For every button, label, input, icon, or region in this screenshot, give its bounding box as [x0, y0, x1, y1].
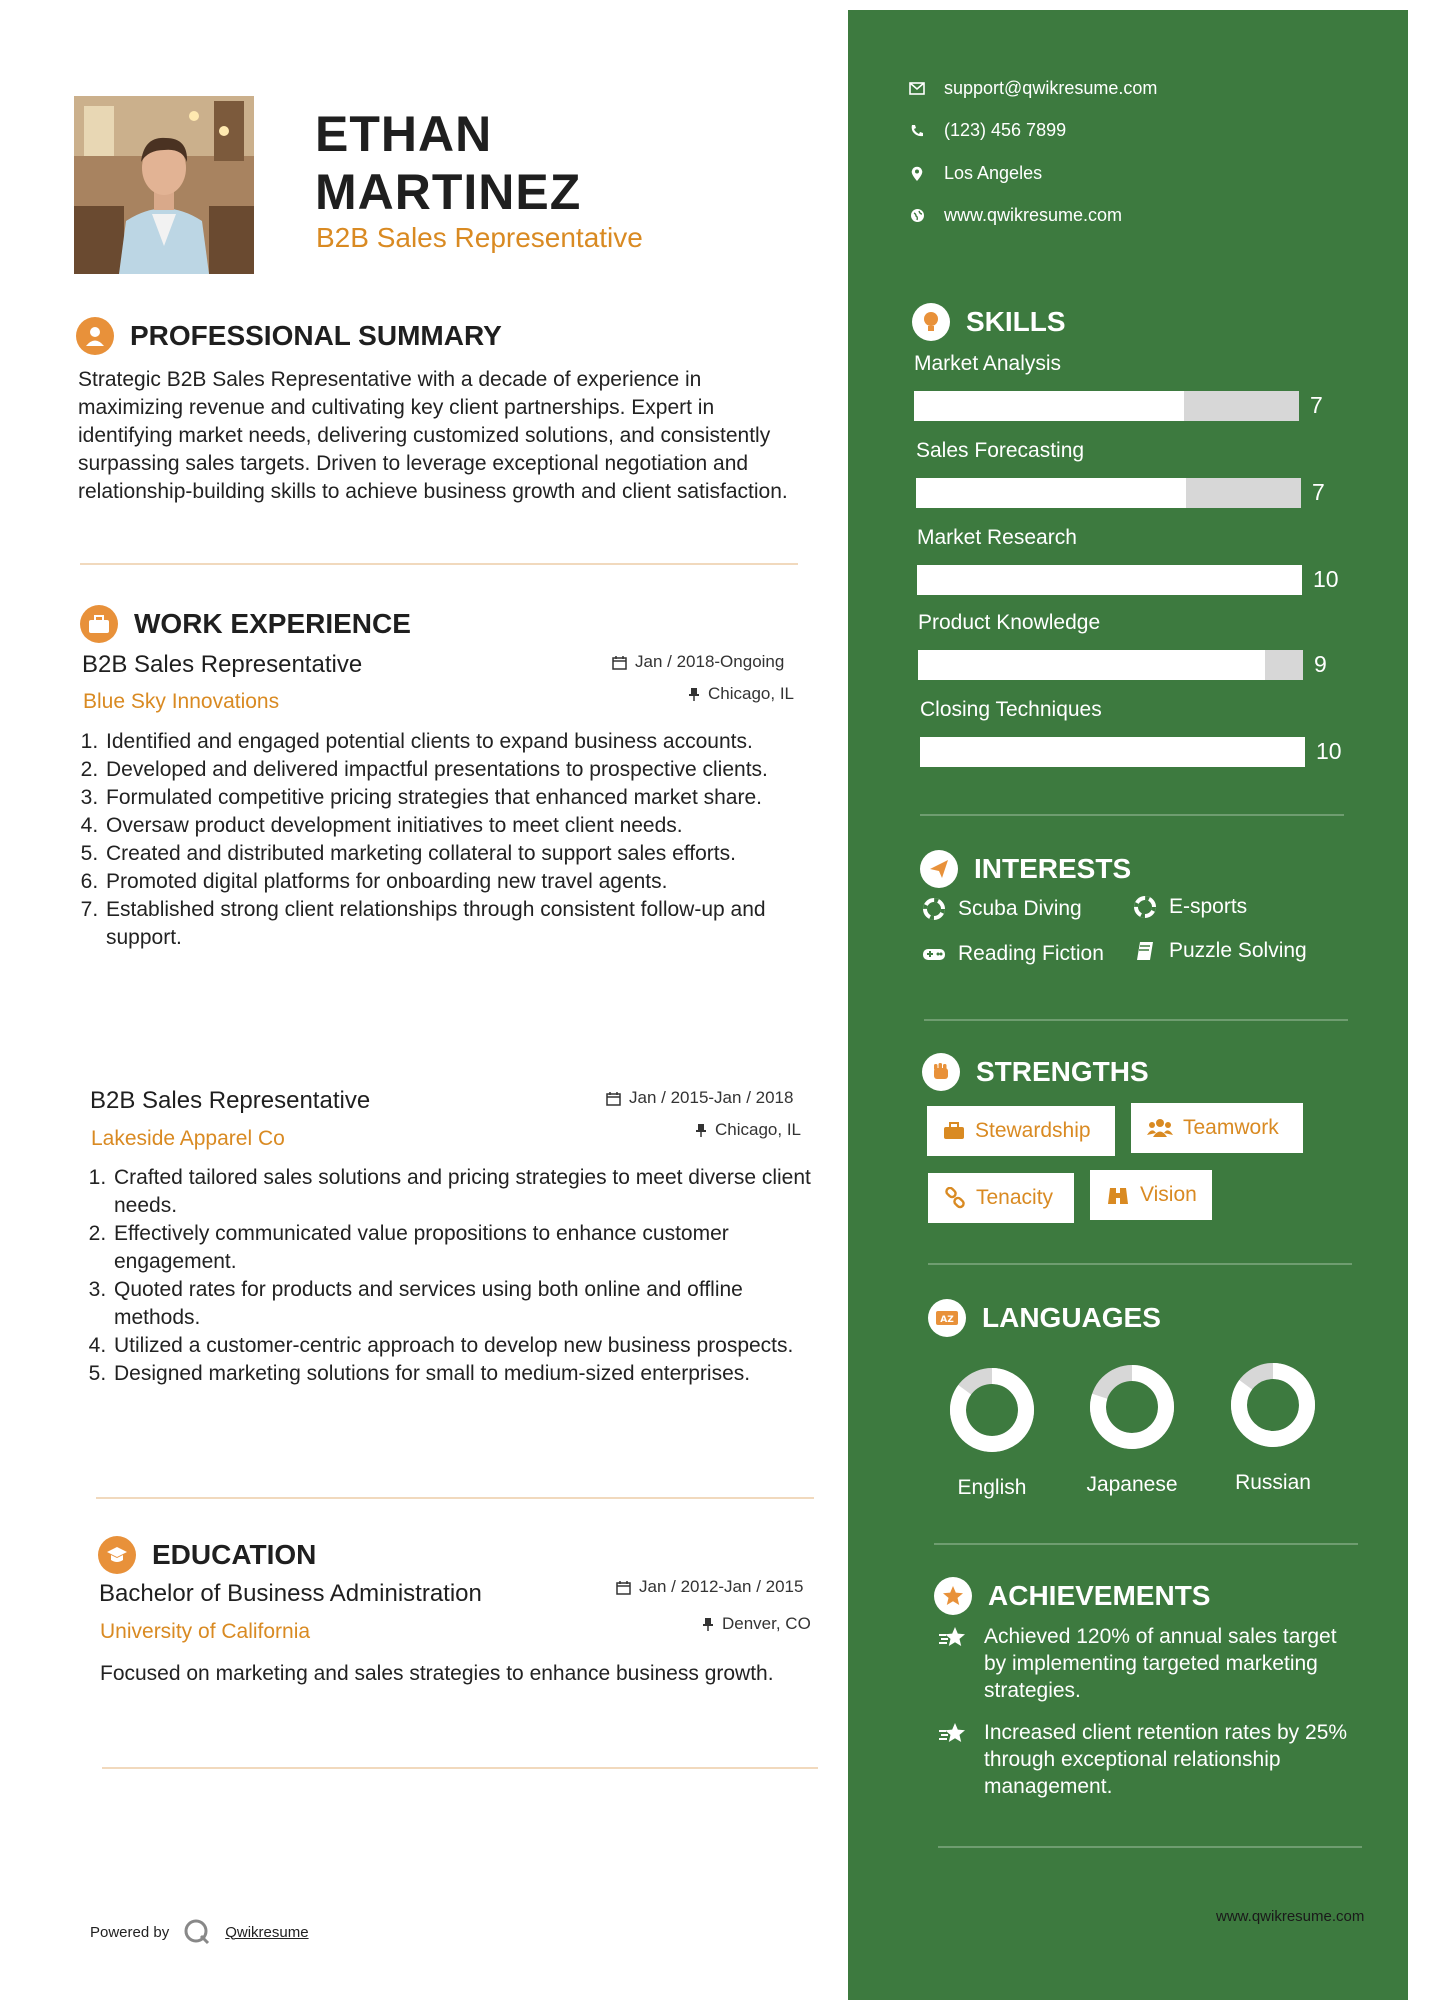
- user-icon: [76, 317, 114, 355]
- job-2-dates-row: [606, 1088, 793, 1108]
- interest-item: [1133, 939, 1307, 963]
- skills-heading-row: [912, 303, 1066, 341]
- education-description: Focused on marketing and sales strategies to enhance business growth.: [100, 1662, 774, 1685]
- strength-chip: [927, 1106, 1115, 1156]
- section-divider: [96, 1497, 814, 1499]
- contact-email-text[interactable]: support@qwikresume.com: [944, 78, 1158, 98]
- language-item: [937, 1365, 1047, 1500]
- interest-label: Reading Fiction: [958, 942, 1104, 965]
- name-first: ETHAN: [315, 106, 493, 162]
- achievement-item: [938, 1719, 1348, 1800]
- list-item: 6. Promoted digital platforms for onboarding new travel agents.: [104, 868, 822, 896]
- graduation-icon: [98, 1536, 136, 1574]
- job-2-bullets: [88, 1164, 830, 1388]
- summary-text: Strategic B2B Sales Representative with a decade of experience in maximizing revenue and cultivating key client partnerships. Expert in identifying market needs, delivering customized solutions, and consistently surpassing sales targets. Driven to leverage exceptional negotiation and relationship-building skills to achieve business growth and client satisfaction.: [78, 368, 788, 503]
- interests-heading: INTERESTS: [974, 853, 1132, 884]
- skill-bar-fill: [914, 391, 1184, 421]
- qwikresume-link[interactable]: Qwikresume: [225, 1923, 309, 1941]
- sidebar-divider: [938, 1846, 1362, 1848]
- interest-label: E-sports: [1169, 895, 1248, 918]
- education-heading-row: [98, 1536, 316, 1574]
- lightbulb-icon: [912, 303, 950, 341]
- powered-by: [90, 1918, 309, 1946]
- pin-icon: [688, 687, 700, 702]
- skill-bar-fill: [917, 565, 1302, 595]
- strength-chip: [928, 1173, 1074, 1223]
- achievements-heading: ACHIEVEMENTS: [988, 1580, 1211, 1611]
- contact-phone-text[interactable]: (123) 456 7899: [944, 120, 1067, 140]
- strengths-heading: STRENGTHS: [976, 1056, 1149, 1087]
- profile-photo: [74, 96, 254, 274]
- svg-text:AZ: AZ: [940, 1315, 954, 1325]
- language-label: Russian: [1235, 1471, 1311, 1494]
- star-badge-icon: [934, 1577, 972, 1615]
- list-item: 4. Utilized a customer-centric approach to develop new business prospects.: [112, 1332, 830, 1360]
- achievements-heading-row: [934, 1577, 1210, 1615]
- job-1-dates-row: [612, 652, 784, 672]
- skill-label: Market Analysis: [914, 352, 1062, 375]
- lifebuoy-icon: [1133, 895, 1157, 919]
- sidebar-divider: [928, 1263, 1352, 1265]
- map-marker-icon: [908, 165, 926, 183]
- list-item: 1. Identified and engaged potential clients to expand business accounts.: [104, 728, 822, 756]
- list-item: 7. Established strong client relationships through consistent follow-up and support.: [104, 896, 822, 952]
- job-2-location-row: [695, 1120, 801, 1140]
- strength-label: Vision: [1140, 1183, 1197, 1206]
- job-1-company: Blue Sky Innovations: [83, 690, 280, 713]
- skill-value: 10: [1313, 566, 1339, 592]
- language-donut: [947, 1365, 1037, 1455]
- candidate-name: [315, 105, 581, 221]
- strength-label: Tenacity: [976, 1186, 1054, 1209]
- gamepad-icon: [922, 942, 946, 966]
- contact-phone: [908, 120, 1066, 141]
- interest-label: Scuba Diving: [958, 897, 1082, 920]
- experience-heading-row: [80, 605, 411, 643]
- sidebar-divider: [920, 814, 1344, 816]
- skill-label: Closing Techniques: [920, 698, 1102, 721]
- summary-heading: PROFESSIONAL SUMMARY: [130, 320, 502, 351]
- qwikresume-logo-icon: [183, 1918, 211, 1946]
- job-1-location: Chicago, IL: [708, 684, 794, 703]
- phone-icon: [908, 122, 926, 140]
- users-icon: [1147, 1118, 1173, 1138]
- achievement-text: Increased client retention rates by 25% through exceptional relationship management.: [984, 1721, 1348, 1798]
- briefcase-icon: [943, 1122, 965, 1140]
- strength-chip: [1131, 1103, 1303, 1153]
- strength-chip: [1090, 1170, 1212, 1220]
- strength-label: Teamwork: [1183, 1116, 1279, 1139]
- interest-label: Puzzle Solving: [1169, 939, 1307, 962]
- job-1-location-row: [688, 684, 794, 704]
- education-heading: EDUCATION: [152, 1539, 317, 1570]
- pin-icon: [695, 1123, 707, 1138]
- calendar-icon: [612, 655, 627, 670]
- fist-icon: [922, 1053, 960, 1091]
- job-1-bullets: [80, 728, 822, 952]
- contact-website: [908, 205, 1122, 226]
- powered-by-label: Powered by: [90, 1923, 170, 1941]
- list-item: 3. Quoted rates for products and services using both online and offline methods.: [112, 1276, 830, 1332]
- language-donut: [1087, 1362, 1177, 1452]
- section-divider: [80, 563, 798, 565]
- binoculars-icon: [1106, 1184, 1130, 1206]
- education-dates-row: [616, 1577, 803, 1597]
- language-item: [1077, 1362, 1187, 1497]
- book-icon: [1133, 939, 1157, 963]
- name-last: MARTINEZ: [315, 164, 582, 220]
- job-2-location: Chicago, IL: [715, 1120, 801, 1139]
- language-item: [1218, 1360, 1328, 1495]
- strength-label: Stewardship: [975, 1119, 1091, 1142]
- calendar-icon: [606, 1091, 621, 1106]
- list-item: 4. Oversaw product development initiatives to meet client needs.: [104, 812, 822, 840]
- contact-location-text: Los Angeles: [944, 163, 1043, 183]
- job-1-title: B2B Sales Representative: [82, 651, 363, 678]
- skill-value: 7: [1312, 479, 1325, 505]
- list-item: 3. Formulated competitive pricing strategies that enhanced market share.: [104, 784, 822, 812]
- achievement-item: [938, 1623, 1338, 1704]
- interests-heading-row: [920, 850, 1131, 888]
- list-item: 2. Effectively communicated value propositions to enhance customer engagement.: [112, 1220, 830, 1276]
- list-item: 5. Designed marketing solutions for small to medium-sized enterprises.: [112, 1360, 830, 1388]
- skill-bar-fill: [920, 737, 1305, 767]
- skill-value: 7: [1310, 392, 1323, 418]
- job-2-dates: Jan / 2015-Jan / 2018: [629, 1088, 794, 1107]
- footer-website[interactable]: www.qwikresume.com: [1216, 1908, 1365, 1925]
- job-2-company: Lakeside Apparel Co: [91, 1127, 285, 1150]
- education-location: Denver, CO: [722, 1614, 811, 1633]
- interest-item: [922, 942, 1104, 966]
- paper-plane-icon: [920, 850, 958, 888]
- contact-website-text[interactable]: www.qwikresume.com: [944, 205, 1123, 225]
- language-donut: [1228, 1360, 1318, 1450]
- contact-email: [908, 78, 1157, 99]
- star-icon: [938, 1623, 970, 1704]
- star-icon: [938, 1719, 970, 1800]
- education-school: University of California: [100, 1620, 311, 1643]
- education-location-row: [702, 1614, 811, 1634]
- interest-item: [922, 897, 1082, 921]
- languages-heading: LANGUAGES: [982, 1302, 1161, 1333]
- pin-icon: [702, 1617, 714, 1632]
- job-2-title: B2B Sales Representative: [90, 1087, 371, 1114]
- skill-bar: [920, 737, 1305, 767]
- skills-heading: SKILLS: [966, 306, 1066, 337]
- skill-bar-fill: [918, 650, 1265, 680]
- experience-heading: WORK EXPERIENCE: [134, 608, 411, 639]
- lifebuoy-icon: [922, 897, 946, 921]
- skill-label: Product Knowledge: [918, 611, 1101, 634]
- language-label: Japanese: [1086, 1473, 1178, 1496]
- achievement-text: Achieved 120% of annual sales target by implementing targeted marketing strategies.: [984, 1625, 1337, 1702]
- sidebar-divider: [934, 1543, 1358, 1545]
- education-degree: Bachelor of Business Administration: [99, 1580, 482, 1607]
- language-label: English: [957, 1476, 1027, 1499]
- section-divider: [102, 1767, 818, 1769]
- skill-label: Sales Forecasting: [916, 439, 1085, 462]
- list-item: 1. Crafted tailored sales solutions and pricing strategies to meet diverse client needs.: [112, 1164, 830, 1220]
- skill-value: 9: [1314, 651, 1327, 677]
- contact-location: [908, 163, 1042, 184]
- calendar-icon: [616, 1580, 631, 1595]
- list-item: 2. Developed and delivered impactful presentations to prospective clients.: [104, 756, 822, 784]
- skill-bar-fill: [916, 478, 1186, 508]
- skill-label: Market Research: [917, 526, 1077, 549]
- skill-value: 10: [1316, 738, 1342, 764]
- interest-item: [1133, 895, 1247, 919]
- skill-bar: [918, 650, 1303, 680]
- education-dates: Jan / 2012-Jan / 2015: [639, 1577, 804, 1596]
- skill-bar: [917, 565, 1302, 595]
- briefcase-icon: [80, 605, 118, 643]
- candidate-title: B2B Sales Representative: [316, 222, 643, 253]
- summary-heading-row: [76, 317, 502, 355]
- strengths-heading-row: [922, 1053, 1149, 1091]
- skill-bar: [916, 478, 1301, 508]
- globe-icon: [908, 207, 926, 225]
- envelope-icon: [908, 80, 926, 98]
- sidebar-divider: [924, 1019, 1348, 1021]
- skill-bar: [914, 391, 1299, 421]
- languages-heading-row: [928, 1299, 1161, 1337]
- language-icon: [928, 1299, 966, 1337]
- list-item: 5. Created and distributed marketing collateral to support sales efforts.: [104, 840, 822, 868]
- job-1-dates: Jan / 2018-Ongoing: [635, 652, 785, 671]
- link-icon: [944, 1187, 966, 1209]
